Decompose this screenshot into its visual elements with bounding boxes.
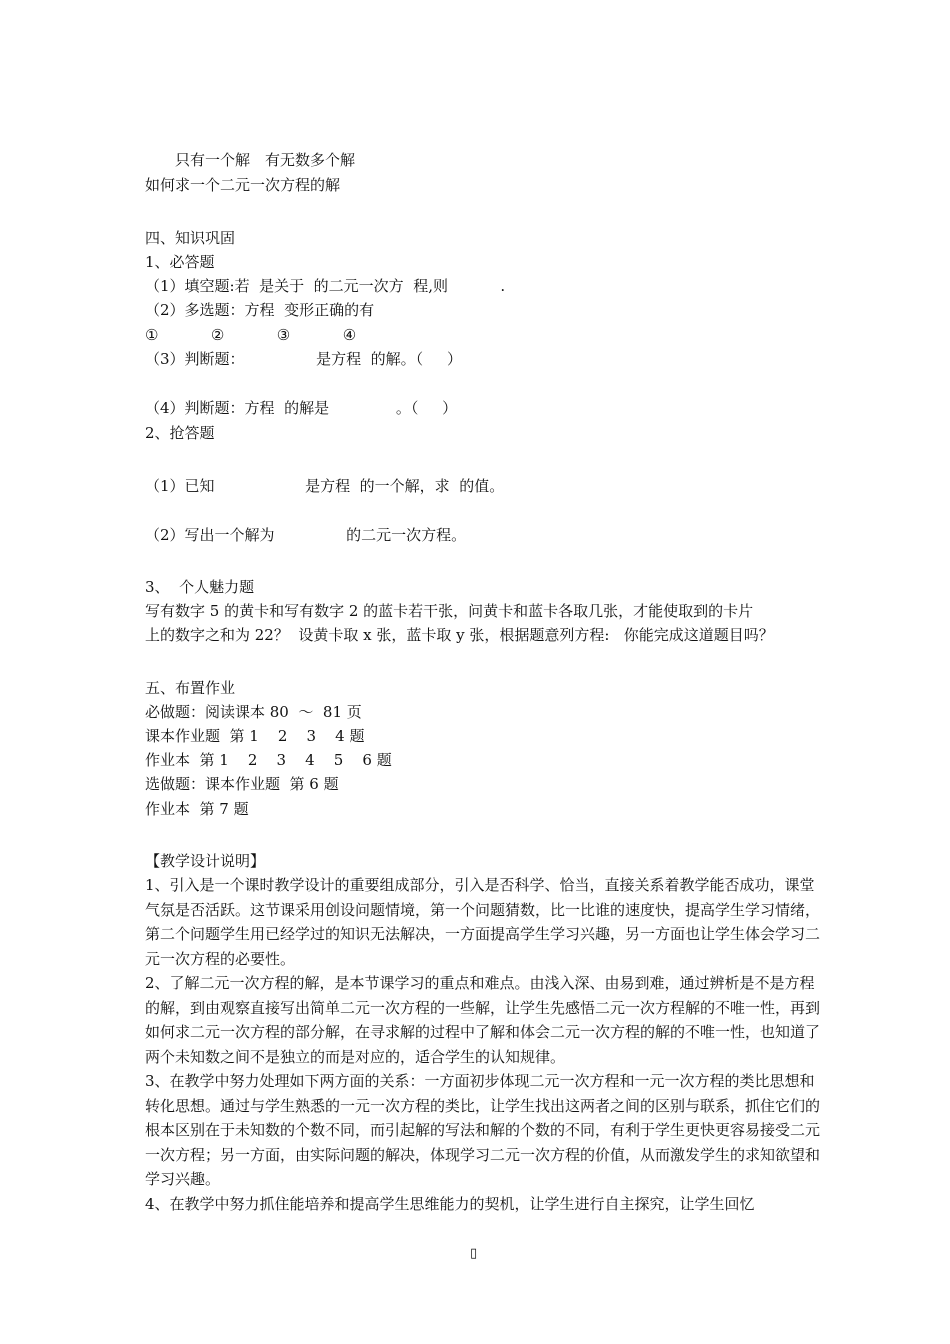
text-line: 作业本 第 1 2 3 4 5 6 题 [145,751,392,769]
text-line: 3、 个人魅力题 [145,578,255,596]
text-line: 写有数字 5 的黄卡和写有数字 2 的蓝卡若干张，问黄卡和蓝卡各取几张，才能使取到的卡片 [145,602,754,620]
text-line: 作业本 第 7 题 [145,800,249,818]
text-line: 课本作业题 第 1 2 3 4 题 [145,727,365,745]
question-line: （1）已知 是方程 的一个解，求 的值。 [145,477,505,495]
question-line: （1）填空题:若 是关于 的二元一次方 程,则 . [145,277,506,295]
paragraph: 1、引入是一个课时教学设计的重要组成部分，引入是否科学、恰当，直接关系着教学能否成功，课堂气氛是否活跃。这节课采用创设问题情境，第一个问题猜数，比一比谁的速度快，提高学生学习情绪，第二个问题学生用已经学过的知识无法解决，一方面提高学生学习兴趣，另一方面也让学生体会学习二元一次方程的必要性。 [145,876,821,968]
page-number: ▯ [470,1246,478,1261]
text-line: 如何求一个二元一次方程的解 [145,176,341,194]
text-line: 1、必答题 [145,253,215,271]
text-line: 只有一个解 有无数多个解 [145,151,356,169]
text-line: 2、抢答题 [145,424,215,442]
question-line: （3）判断题： 是方程 的解。（ ） [145,350,462,368]
section-heading: 五、布置作业 [145,679,236,697]
text-line: 必做题：阅读课本 80 ～ 81 页 [145,703,362,721]
question-line: （4）判断题：方程 的解是 。（ ） [145,399,458,417]
question-line: （2）写出一个解为 的二元一次方程。 [145,526,467,544]
text-line: 选做题：课本作业题 第 6 题 [145,775,339,793]
paragraph: 2、了解二元一次方程的解，是本节课学习的重点和难点。由浅入深、由易到难，通过辨析是不是方程的解，到由观察直接写出简单二元一次方程的一些解，让学生先感悟二元一次方程解的不唯一性，再到如何求二元一次方程的部分解，在寻求解的过程中了解和体会二元一次方程的解的不唯一性，也知道了两个未知数之间不是独立的而是对应的，适合学生的认知规律。 [145,974,821,1066]
options-line: ① ② ③ ④ [145,326,357,344]
section-heading: 【教学设计说明】 [145,852,266,870]
paragraph: 3、在教学中努力处理如下两方面的关系：一方面初步体现二元一次方程和一元一次方程的类比思想和转化思想。通过与学生熟悉的一元一次方程的类比，让学生找出这两者之间的区别与联系，抓住它们的根本区别在于未知数的个数不同，而引起解的写法和解的个数的不同，有利于学生更快更容易接受二元一次方程；另一方面，由实际问题的解决，体现学习二元一次方程的价值，从而激发学生的求知欲望和学习兴趣。 [145,1072,821,1188]
text-line: 上的数字之和为 22？ 设黄卡取 x 张，蓝卡取 y 张，根据题意列方程: 你能完成这道题目吗？ [145,626,774,644]
paragraph: 4、在教学中努力抓住能培养和提高学生思维能力的契机，让学生进行自主探究，让学生回忆 [145,1195,755,1213]
question-line: （2）多选题：方程 变形正确的有 [145,301,375,319]
section-heading: 四、知识巩固 [145,229,236,247]
